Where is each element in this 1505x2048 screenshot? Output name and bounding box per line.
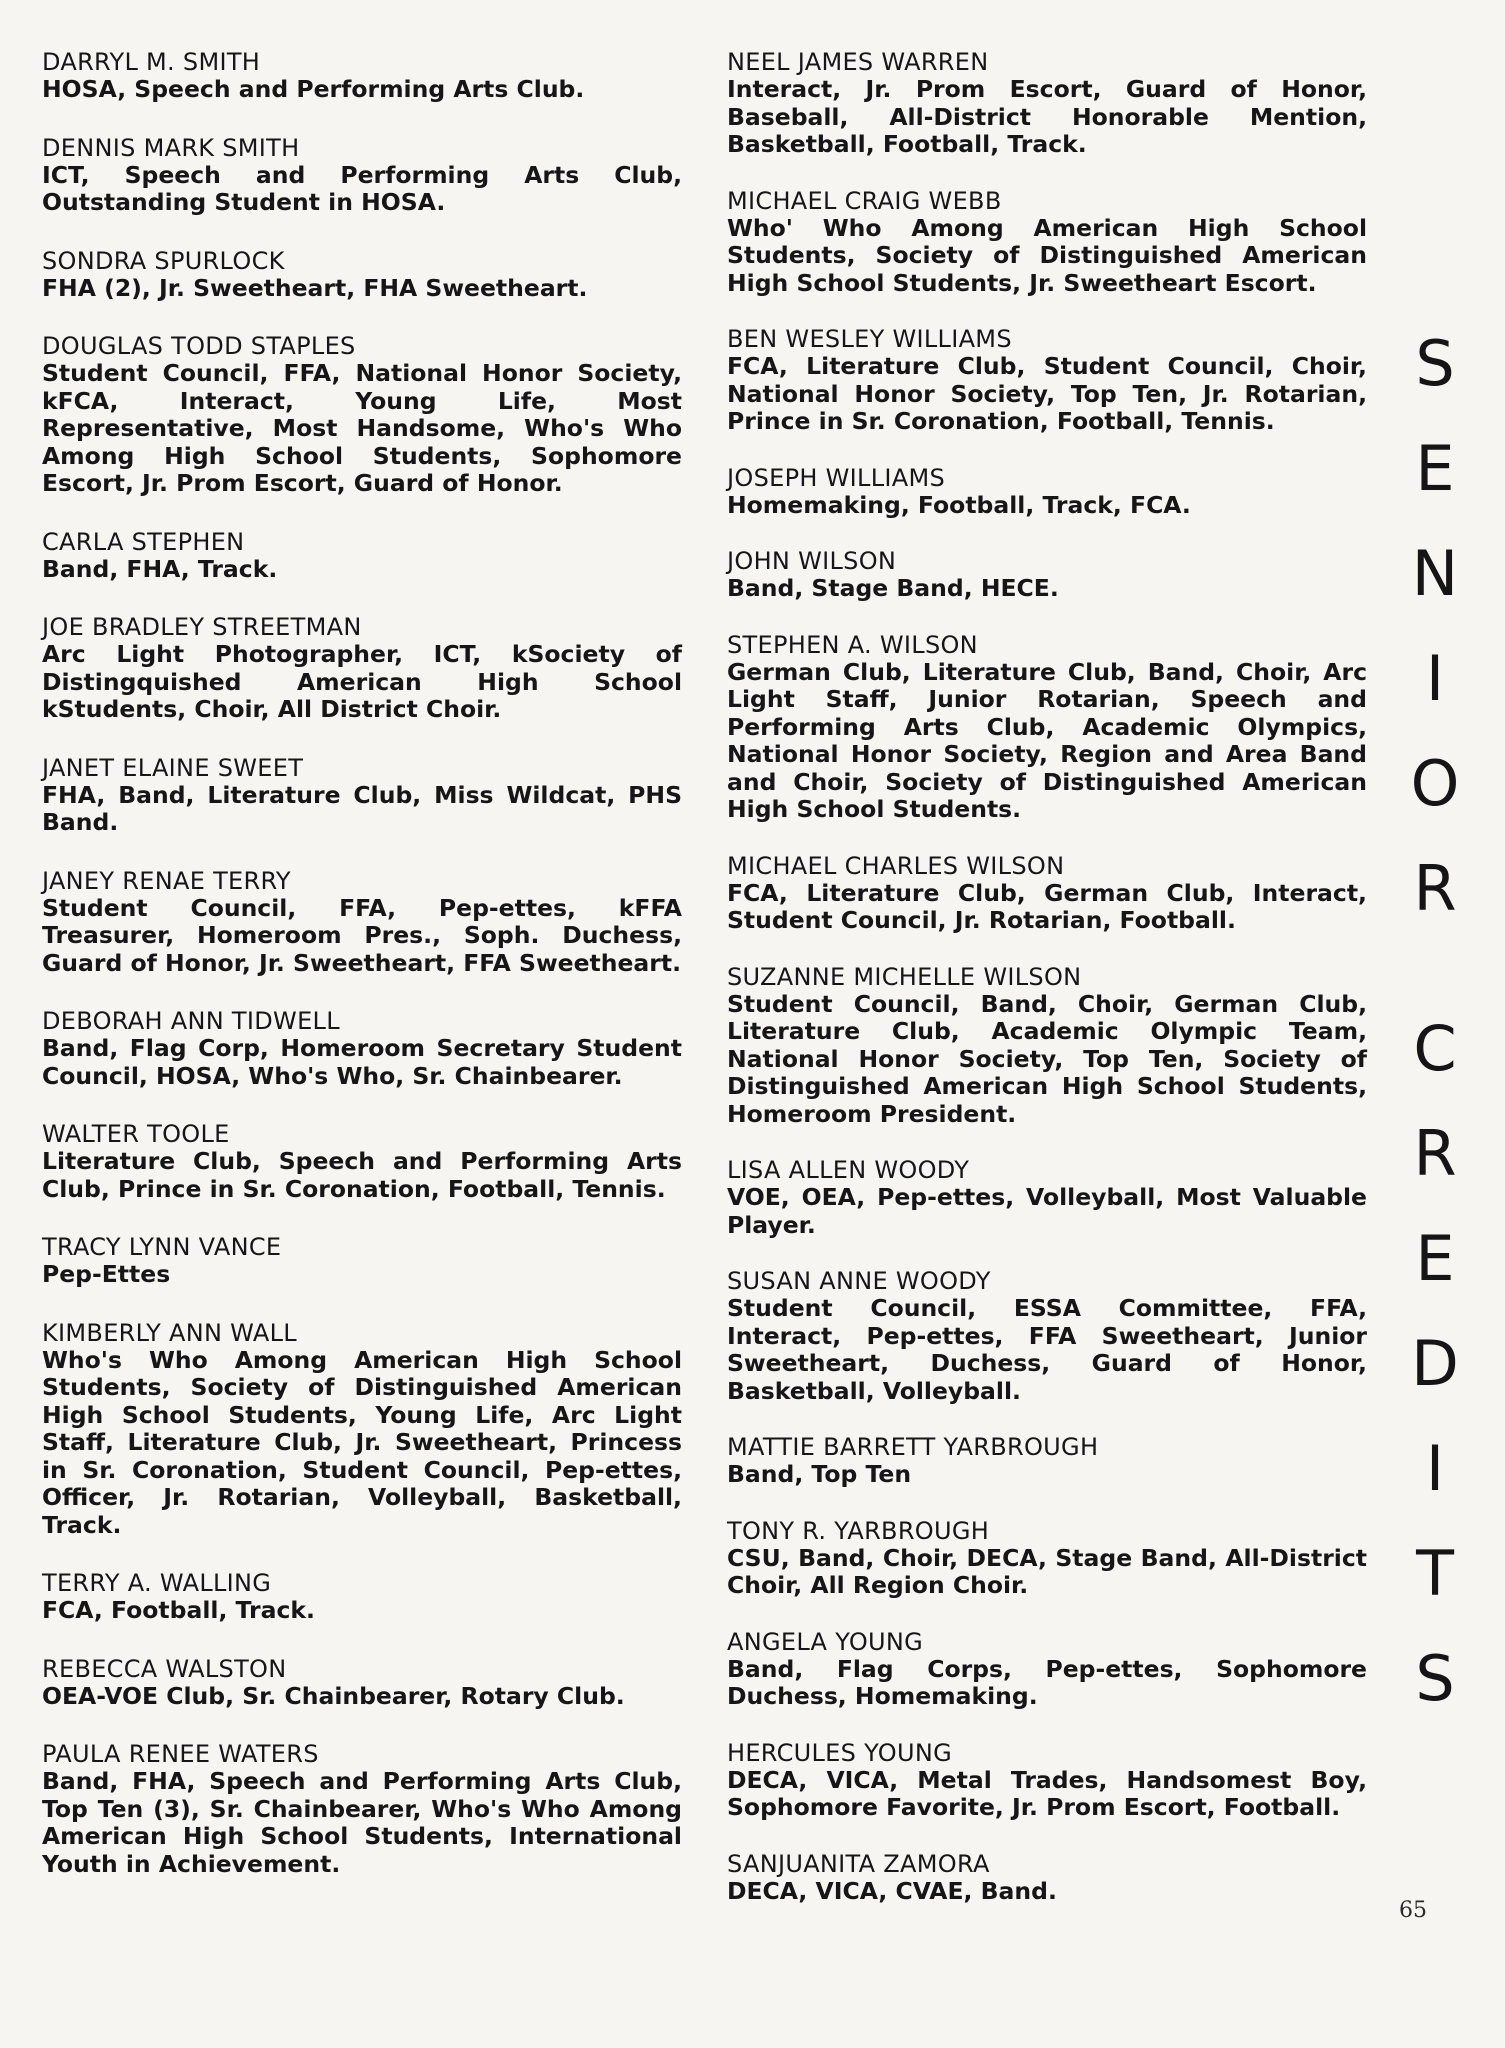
student-entry [42, 134, 682, 217]
student-credits: Arc Light Photographer, ICT, kSociety of Distingquished American High School kStudents, Choir, All District Choir. [42, 640, 682, 723]
student-credits: Student Council, FFA, Pep-ettes, kFFA Treasurer, Homeroom Pres., Soph. Duchess, Guard of Honor, Jr. Sweetheart, FFA Sweetheart. [42, 893, 682, 977]
student-entry [727, 1433, 1367, 1489]
student-name: NEEL JAMES WARREN [727, 48, 989, 76]
title-letter: S [1415, 1642, 1455, 1715]
student-entry [42, 754, 682, 837]
title-letter: N [1411, 537, 1459, 610]
student-credits: Who's Who Among American High School Students, Society of Distinguished American High School Students, Young Life, Arc Light Staff, Literature Club, Jr. Sweetheart, Princess in Sr. Coronation, Student Council, Pep-ettes, Officer, Jr. Rotarian, Volleyball, Basketball, Track. [42, 1345, 682, 1539]
student-name: LISA ALLEN WOODY [727, 1156, 970, 1184]
student-credits: FCA, Literature Club, German Club, Interact, Student Council, Jr. Rotarian, Football. [727, 878, 1367, 934]
right-column [727, 48, 1367, 1933]
student-credits: OEA-VOE Club, Sr. Chainbearer, Rotary Club. [42, 1681, 625, 1710]
student-credits: Band, Flag Corps, Pep-ettes, Sophomore Duchess, Homemaking. [727, 1654, 1367, 1710]
student-entry [42, 48, 682, 104]
student-name: SUSAN ANNE WOODY [727, 1267, 991, 1295]
student-entry [42, 867, 682, 978]
student-name: ANGELA YOUNG [727, 1627, 924, 1656]
student-credits: DECA, VICA, CVAE, Band. [727, 1876, 1057, 1905]
page-number: 65 [1399, 1898, 1427, 1923]
left-column [42, 48, 682, 1908]
student-name: JANET ELAINE SWEET [42, 753, 304, 782]
student-name: DEBORAH ANN TIDWELL [42, 1007, 340, 1035]
student-credits: German Club, Literature Club, Band, Choir, Arc Light Staff, Junior Rotarian, Speech and Performing Arts Club, Academic Olympics, National Honor Society, Region and Area Band and Choir, Society of Distinguished American High School Students. [727, 657, 1367, 823]
student-credits: Band, FHA, Track. [42, 554, 278, 583]
student-name: STEPHEN A. WILSON [727, 630, 978, 659]
student-name: WALTER TOOLE [42, 1120, 230, 1148]
student-name: DARRYL M. SMITH [42, 48, 261, 76]
student-entry [727, 852, 1367, 935]
student-credits: Interact, Jr. Prom Escort, Guard of Honor, Baseball, All-District Honorable Mention, Basketball, Football, Track. [727, 75, 1367, 158]
student-credits: Pep-Ettes [42, 1260, 171, 1288]
student-credits: FCA, Literature Club, Student Council, Choir, National Honor Society, Top Ten, Jr. Rotarian, Prince in Sr. Coronation, Football, Tennis. [727, 352, 1367, 435]
student-entry [727, 325, 1367, 436]
student-name: JOHN WILSON [727, 547, 897, 575]
title-letter: E [1415, 1222, 1455, 1295]
title-letter: D [1411, 1327, 1459, 1400]
student-credits: VOE, OEA, Pep-ettes, Volleyball, Most Valuable Player. [727, 1183, 1367, 1239]
student-name: SANJUANITA ZAMORA [727, 1849, 990, 1878]
title-letter: E [1415, 432, 1455, 505]
student-name: JOSEPH WILLIAMS [727, 463, 946, 492]
student-credits: Student Council, ESSA Committee, FFA, Interact, Pep-ettes, FFA Sweetheart, Junior Sweetheart, Duchess, Guard of Honor, Basketball, Volleyball. [727, 1294, 1367, 1405]
student-credits: Student Council, FFA, National Honor Society, kFCA, Interact, Young Life, Most Representative, Most Handsome, Who's Who Among High School Students, Sophomore Escort, Jr. Prom Escort, Guard of Honor. [42, 359, 682, 497]
student-credits: Band, Flag Corp, Homeroom Secretary Student Council, HOSA, Who's Who, Sr. Chainbearer. [42, 1034, 682, 1090]
student-credits: Literature Club, Speech and Performing Arts Club, Prince in Sr. Coronation, Football, Tennis. [42, 1147, 682, 1203]
student-entry [727, 187, 1367, 298]
student-entry [42, 1655, 682, 1711]
student-credits: FCA, Football, Track. [42, 1596, 315, 1624]
student-entry [42, 1319, 682, 1540]
student-name: KIMBERLY ANN WALL [42, 1318, 297, 1347]
student-credits: Band, Stage Band, HECE. [727, 574, 1059, 602]
student-name: SUZANNE MICHELLE WILSON [727, 962, 1082, 991]
student-name: REBECCA WALSTON [42, 1654, 287, 1683]
student-entry [42, 1740, 682, 1878]
student-name: CARLA STEPHEN [42, 527, 245, 556]
student-credits: ICT, Speech and Performing Arts Club, Outstanding Student in HOSA. [42, 160, 682, 216]
student-credits: CSU, Band, Choir, DECA, Stage Band, All-District Choir, All Region Choir. [727, 1543, 1367, 1599]
title-letter: S [1415, 327, 1455, 400]
student-name: PAULA RENEE WATERS [42, 1740, 319, 1768]
student-entry [42, 1007, 682, 1090]
student-entry [42, 613, 682, 724]
student-name: MICHAEL CHARLES WILSON [727, 851, 1065, 880]
title-letter: O [1410, 747, 1460, 820]
student-entry [727, 1156, 1367, 1239]
student-credits: Who' Who Among American High School Students, Society of Distinguished American High School Students, Jr. Sweetheart Escort. [727, 213, 1367, 297]
title-letter: R [1413, 852, 1457, 925]
student-credits: FHA, Band, Literature Club, Miss Wildcat, PHS Band. [42, 780, 682, 836]
student-entry [727, 1850, 1367, 1906]
student-credits: Band, Top Ten [727, 1460, 912, 1488]
student-entry [42, 528, 682, 584]
student-name: DOUGLAS TODD STAPLES [42, 332, 356, 360]
student-credits: DECA, VICA, Metal Trades, Handsomest Boy, Sophomore Favorite, Jr. Prom Escort, Football. [727, 1765, 1367, 1821]
student-name: MICHAEL CRAIG WEBB [727, 186, 1002, 215]
student-entry [42, 1233, 682, 1289]
student-name: DENNIS MARK SMITH [42, 133, 300, 162]
student-entry [42, 332, 682, 498]
student-name: TERRY A. WALLING [42, 1569, 272, 1597]
student-name: BEN WESLEY WILLIAMS [727, 325, 1012, 353]
student-entry [727, 1517, 1367, 1600]
student-credits: Student Council, Band, Choir, German Club, Literature Club, Academic Olympic Team, National Honor Society, Top Ten, Society of Distinguished American High School Students, Homeroom President. [727, 989, 1367, 1128]
student-name: MATTIE BARRETT YARBROUGH [727, 1433, 1099, 1461]
student-name: SONDRA SPURLOCK [42, 246, 285, 275]
title-letter: C [1413, 1012, 1457, 1085]
student-entry [42, 247, 682, 303]
title-letter: I [1425, 642, 1445, 715]
student-entry [42, 1569, 682, 1625]
student-name: TONY R. YARBROUGH [727, 1516, 990, 1545]
student-name: JANEY RENAE TERRY [42, 866, 291, 895]
student-entry [727, 547, 1367, 603]
student-credits: Homemaking, Football, Track, FCA. [727, 490, 1191, 519]
title-letter: I [1425, 1432, 1445, 1505]
student-entry [727, 1267, 1367, 1405]
student-entry [727, 1628, 1367, 1711]
student-entry [727, 464, 1367, 520]
student-credits: Band, FHA, Speech and Performing Arts Club, Top Ten (3), Sr. Chainbearer, Who's Who Among American High School Students, International Youth in Achievement. [42, 1767, 682, 1878]
student-entry [727, 963, 1367, 1129]
student-credits: FHA (2), Jr. Sweetheart, FHA Sweetheart. [42, 273, 588, 302]
title-letter: T [1416, 1537, 1454, 1610]
student-entry [42, 1120, 682, 1203]
student-credits: HOSA, Speech and Performing Arts Club. [42, 75, 585, 103]
title-letter: R [1413, 1117, 1457, 1190]
student-entry [727, 631, 1367, 824]
student-name: TRACY LYNN VANCE [42, 1233, 282, 1261]
senior-credits-vertical-title [1400, 327, 1470, 1753]
student-entry [727, 1739, 1367, 1822]
student-entry [727, 48, 1367, 159]
student-name: JOE BRADLEY STREETMAN [42, 613, 362, 641]
student-name: HERCULES YOUNG [727, 1738, 952, 1767]
